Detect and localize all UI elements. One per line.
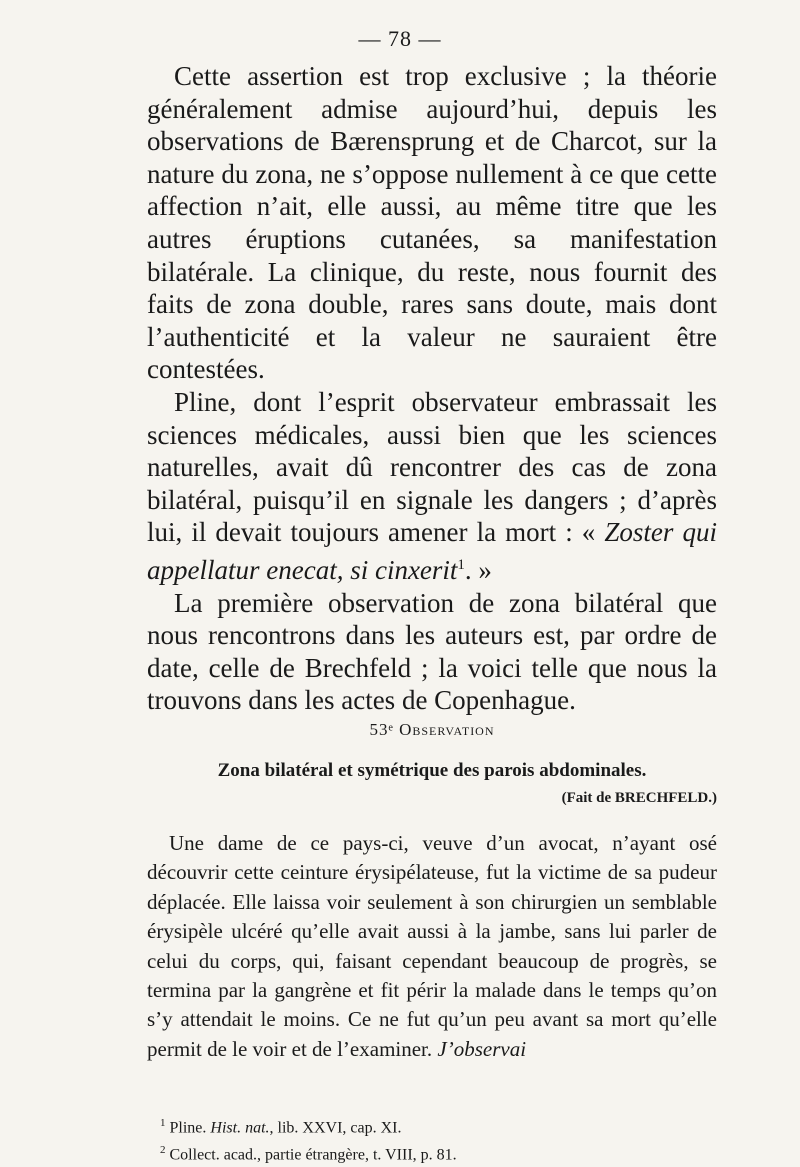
observation-label: Observation [399, 720, 495, 739]
paragraph-first-observation: La première observation de zona bilatéral que nous rencontrons dans les auteurs est, par ordre de date, celle de Brechfeld ; la voici telle que nous la trouvons dans les actes de Copenhague. [147, 587, 717, 716]
latin-quote: Zoster qui appellatur enecat, si cinxerit [147, 517, 717, 585]
footnote-2-number: 2 [160, 1144, 166, 1157]
observation-text-end: J’observai [437, 1036, 527, 1061]
observation-block [147, 720, 717, 1064]
quote-close: . » [464, 554, 492, 585]
footnote-2-text: Collect. acad., partie étrangère, t. VIII, p. 81. [169, 1146, 457, 1164]
observation-text [147, 829, 717, 1064]
paragraph-pline-text: Pline, dont l’esprit observateur embrassait les sciences médicales, aussi bien que les sciences naturelles, avait dû rencontrer des cas de zona bilatéral, puisqu’il en signale les dangers ; d’après lui, il devait toujours amener la mort : « [147, 386, 717, 548]
page-number: — 78 — [358, 26, 442, 51]
observation-source: (Fait de BRECHFELD.) [561, 790, 717, 806]
paragraph-pline [147, 386, 717, 587]
footnote-1-work: Hist. nat. [210, 1119, 270, 1137]
main-body-text [147, 60, 717, 717]
footnote-1-author: Pline. [169, 1119, 211, 1137]
observation-subtitle: Zona bilatéral et symétrique des parois abdominales. [217, 760, 647, 781]
observation-number: 53ᵉ [369, 720, 394, 739]
footnotes [160, 1112, 720, 1167]
paragraph-assertion: Cette assertion est trop exclusive ; la théorie généralement admise aujourd’hui, depuis les observations de Bærensprung et de Charcot, sur la nature du zona, ne s’oppose nullement à ce que cette affection n’ait, elle aussi, au même titre que les autres éruptions cutanées, sa manifestation bilatérale. La clinique, du reste, nous fournit des faits de zona double, rares sans doute, mais dont l’authenticité et la valeur ne sauraient être contestées. [147, 61, 717, 385]
footnote-1-number: 1 [160, 1117, 166, 1129]
footnote-1-ref: , lib. XXVI, cap. XI. [269, 1119, 402, 1137]
observation-text-main: Une dame de ce pays-ci, veuve d’un avocat, n’ayant osé découvrir cette ceinture érysipélateuse, fut la victime de sa pudeur déplacée. Elle laissa voir seulement à son chirurgien un semblable érysipèle ulcéré qu’elle avait aussi à la jambe, sans lui parler de celui du corps, qui, faisant cependant beaucoup de progrès, se termina par la gangrène et fit périr la malade dans le temps qu’on s’y attendait le moins. Ce ne fut qu’un peu avant sa mort qu’elle permit de le voir et de l’examiner. [147, 831, 717, 1061]
footnote-1 [160, 1112, 720, 1139]
observation-heading [147, 720, 717, 740]
footnote-ref-1: 1 [457, 556, 465, 573]
